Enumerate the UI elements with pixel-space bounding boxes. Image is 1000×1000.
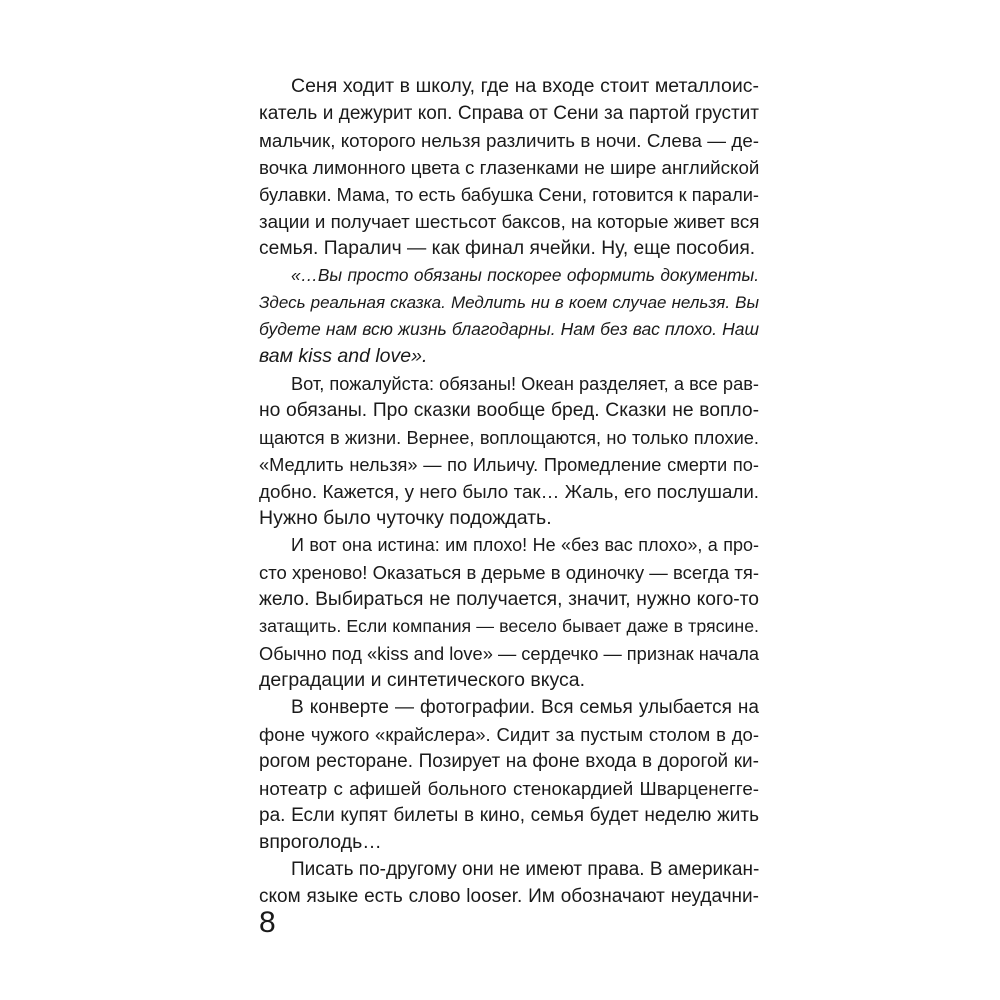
text-line: но обязаны. Про сказки вообще бред. Сказки не вопло- [259,400,759,421]
text-line: щаются в жизни. Вернее, воплощаются, но только плохие. [259,427,759,448]
text-line: будете нам всю жизнь благодарны. Нам без вас плохо. Наш [259,319,759,339]
text-line: Вот, пожалуйста: обязаны! Океан разделяет, а все рав- [291,373,759,394]
text-line: рогом ресторане. Позирует на фоне входа в дорогой ки- [259,751,759,772]
text-line: «…Вы просто обязаны поскорее оформить документы. [291,265,759,285]
body-text [259,73,759,910]
text-line: И вот она истина: им плохо! Не «без вас плохо», а про- [291,535,759,555]
text-line: Здесь реальная сказка. Медлить ни в коем случае нельзя. Вы [259,293,759,312]
page-number: 8 [259,906,276,939]
text-line: Обычно под «kiss and love» — сердечко — признак начала [259,643,759,664]
text-line: мальчик, которого нельзя различить в ночи. Слева — де- [259,130,759,151]
text-line: булавки. Мама, то есть бабушка Сени, готовится к парали- [259,184,759,205]
text-line: сто хреново! Оказаться в дерьме в одиночку — всегда тя- [259,562,759,583]
text-line: деградации и синтетического вкуса. [259,669,586,691]
text-line: «Медлить нельзя» — по Ильичу. Промедление смерти по- [259,454,759,475]
text-line: вам kiss and love». [259,345,428,367]
text-line: Писать по-другому они не имеют права. В американ- [291,859,760,880]
text-line: Сеня ходит в школу, где на входе стоит металлоис- [291,75,759,97]
text-line: жело. Выбираться не получается, значит, нужно кого-то [259,589,759,610]
text-line: затащить. Если компания — весело бывает даже в трясине. [259,616,759,636]
text-line: вочка лимонного цвета с глазенками не шире английской [259,157,760,178]
text-line: зации и получает шестьсот баксов, на которые живет вся [259,211,760,232]
text-line: ра. Если купят билеты в кино, семья будет неделю жить [259,805,759,826]
text-line: В конверте — фотографии. Вся семья улыбается на [291,697,759,718]
text-line: впроголодь… [259,831,382,853]
text-line: ском языке есть слово looser. Им обозначают неудачни- [259,886,759,907]
text-line: фоне чужого «крайслера». Сидит за пустым столом в до- [259,724,759,745]
text-line: Нужно было чуточку подождать. [259,507,552,529]
text-line: катель и дежурит коп. Справа от Сени за партой грустит [259,103,759,124]
text-line: нотеатр с афишей больного стенокардией Шварценегге- [259,778,759,799]
text-line: добно. Кажется, у него было так… Жаль, его послушали. [259,481,759,502]
text-line: семья. Паралич — как финал ячейки. Ну, еще пособия. [259,238,756,259]
